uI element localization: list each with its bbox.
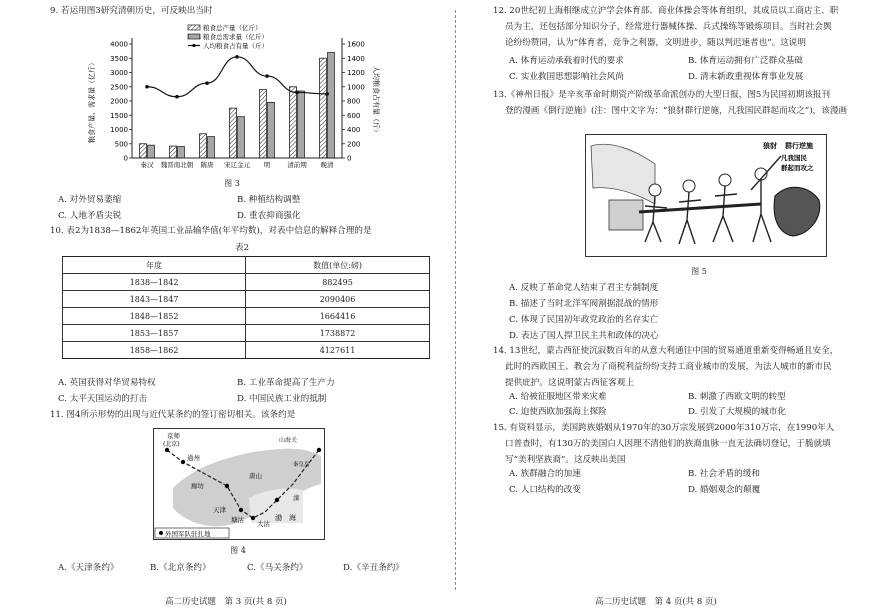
- bar-production: [170, 146, 177, 158]
- q12-option-d[interactable]: D. 清末新政重视体育事业发展: [688, 72, 804, 82]
- cartoon-text-2: 群行逆施: [785, 142, 813, 150]
- map-label-tangshan: 唐山: [249, 472, 262, 480]
- line-point: [265, 74, 269, 78]
- q14-option-b[interactable]: B. 刺激了西欧文明的转型: [688, 392, 786, 402]
- bar-demand: [298, 91, 305, 158]
- q12-option-c[interactable]: C. 实业救国思想影响社会风尚: [509, 72, 624, 82]
- bar-production: [290, 87, 297, 158]
- q12-stem-line-3: 论纷纷赞同，认为“体育者，竞争之利器，文明进步，随以判迟速者也”。这说明: [505, 38, 806, 48]
- bar-production: [230, 108, 237, 158]
- q13-stem-line-1: 13.《神州日报》是辛亥革命时期资产阶级革命派创办的大型日报，图5为民国初期该报刊: [493, 90, 831, 100]
- q12-option-a[interactable]: A. 体育运动承载着时代的要求: [509, 56, 624, 66]
- q11-option-b[interactable]: B.《北京条约》: [150, 563, 211, 573]
- q15-option-a[interactable]: A. 族群融合的加速: [509, 469, 581, 479]
- map-label-beijing: 京师: [167, 432, 180, 440]
- x-tick-label: 晚清: [320, 161, 334, 169]
- map-label-hai: 海: [289, 514, 296, 522]
- x-tick-label: 秦汉: [140, 161, 154, 169]
- map-label-qinhuangdao: 秦皇岛: [293, 462, 310, 468]
- x-tick-label: 明: [263, 161, 271, 169]
- legend-swatch-production: [188, 25, 200, 30]
- bar-demand: [208, 137, 215, 158]
- x-tick-label: 魏晋南北朝: [160, 161, 194, 169]
- y2-tick-label: 0: [347, 154, 352, 163]
- table-cell-value: 4127611: [246, 342, 430, 359]
- y2-tick-label: 400: [347, 126, 361, 134]
- line-point: [205, 81, 209, 85]
- y2-tick-label: 200: [347, 140, 361, 149]
- bar-production: [140, 144, 147, 158]
- line-point: [175, 95, 179, 99]
- table-cell-year: 1848—1852: [63, 308, 246, 325]
- q15-stem-line-3: 写“美利坚族裔”。这反映出美国: [505, 455, 626, 465]
- q9-option-c[interactable]: C. 人地矛盾尖锐: [58, 211, 122, 221]
- map-label-bohai: 渤: [275, 514, 282, 522]
- q12-stem-line-2: 员为主，还包括部分知识分子，经常进行器械体操、兵式操练等锻炼项目。当时社会舆: [505, 22, 832, 32]
- q12-stem-line-1: 12. 20世纪初上海相继成立沪学会体育部、商业体操会等体育组织，其成员以工商店主、职: [493, 6, 839, 16]
- cartoon-text-4: 群起而攻之: [781, 164, 814, 172]
- bar-demand: [268, 102, 275, 158]
- q13-option-c[interactable]: C. 体现了民国初年政党政治的名存实亡: [509, 315, 659, 325]
- y-tick-label: 2500: [110, 83, 128, 92]
- table-header-row: [63, 257, 430, 274]
- q11-option-c[interactable]: C.《马关条约》: [247, 563, 308, 573]
- table-row: [63, 291, 430, 308]
- table-cell-value: 882495: [246, 274, 430, 291]
- q14-stem-line-2: 此时的西欧国王、教会为了商税利益纷纷支持工商业城市的发展，为法人城市的新市民: [505, 362, 832, 372]
- page-footer-left: 高二历史试题 第 3 页(共 8 页): [165, 597, 287, 607]
- map-label-shanhaiguan: 山海关: [279, 437, 298, 444]
- q15-stem-line-2: 口普查时，有130万的美国白人因理不清他们的族裔血脉一直无法确切登记，于脆就填: [505, 439, 831, 449]
- y-tick-label: 2000: [110, 97, 128, 106]
- table-2: [62, 256, 430, 359]
- map-legend-label: 外国军队驻扎地: [165, 530, 211, 538]
- station-marker: [317, 448, 321, 452]
- right-page: [463, 0, 870, 615]
- q14-stem-line-1: 14. 13世纪，蒙古西征使沉寂数百年的从意大利通往中国的贸易通道重新变得畅通且安全，: [493, 346, 839, 356]
- line-point: [325, 92, 329, 96]
- q10-stem: 10. 表2为1838—1862年英国工业品输华值(年平均数)，对表中信息的解释合理的是: [50, 226, 372, 236]
- q10-option-d[interactable]: D. 中国民族工业的抵制: [237, 394, 327, 404]
- station-marker: [225, 484, 229, 488]
- bar-demand: [148, 145, 155, 158]
- figure-5-cartoon: [585, 134, 827, 257]
- station-marker: [251, 516, 255, 520]
- figure-4-map: [153, 428, 325, 540]
- y-tick-label: 1500: [110, 111, 128, 120]
- map-label-tanggu: 塘沽: [231, 516, 244, 524]
- y-tick-label: 500: [114, 140, 128, 149]
- station-marker: [239, 508, 243, 512]
- table-row: [63, 308, 430, 325]
- q15-option-b[interactable]: B. 社会矛盾的缓和: [688, 469, 760, 479]
- table-cell-value: 1664416: [246, 308, 430, 325]
- bar-demand: [238, 117, 245, 158]
- x-tick-label: 隋唐: [200, 161, 214, 169]
- map-label-luan: 滦: [293, 494, 300, 502]
- y2-tick-label: 1400: [347, 54, 365, 63]
- q9-option-d[interactable]: D. 重农抑商强化: [237, 211, 301, 221]
- y-tick-label: 3500: [110, 54, 128, 63]
- line-point: [145, 85, 149, 89]
- q15-option-c[interactable]: C. 人口结构的改变: [509, 485, 581, 495]
- q11-stem: 11. 图4所示形势的出现与近代某条约的签订密切相关。该条约是: [50, 410, 296, 420]
- q15-option-d[interactable]: D. 婚姻观念的颠覆: [688, 485, 761, 495]
- y-tick-label: 1000: [110, 126, 128, 134]
- cartoon-text-3: 凡我国民: [781, 154, 807, 162]
- table-header-year: 年度: [63, 257, 246, 274]
- legend-label-production: 粮食总产量（亿斤）: [203, 24, 262, 32]
- bar-demand: [328, 53, 335, 158]
- q15-stem-line-1: 15. 有资料显示，美国跨族婚姻从1970年的30万宗发展到2000年310万宗，在1990年人: [493, 423, 835, 433]
- q14-option-c[interactable]: C. 迫使西欧加强海上探险: [509, 407, 607, 417]
- map-label-dagu: 大沽: [257, 520, 270, 528]
- bar-production: [320, 58, 327, 158]
- q13-option-b[interactable]: B. 描述了当时北洋军阀割据混战的情形: [509, 299, 659, 309]
- q9-stem: 9. 若运用图3研究清朝历史，可反映出当时: [50, 6, 213, 16]
- figure-3-caption: 图 3: [224, 179, 240, 188]
- y2-tick-label: 1600: [347, 40, 365, 49]
- table-row: [63, 274, 430, 291]
- table-header-value: 数值(单位:磅): [246, 257, 430, 274]
- legend-swatch-demand: [188, 34, 200, 39]
- q14-option-d[interactable]: D. 引发了大规模的城市化: [688, 407, 786, 417]
- q10-option-a[interactable]: A. 英国获得对华贸易特权: [58, 378, 156, 388]
- q10-option-b[interactable]: B. 工业革命提高了生产力: [237, 378, 335, 388]
- page-divider: [455, 10, 457, 590]
- q11-option-a[interactable]: A.《天津条约》: [58, 563, 119, 573]
- station-marker: [275, 498, 279, 502]
- table-2-title: 表2: [234, 243, 250, 253]
- line-point: [295, 91, 299, 95]
- figure-3-chart: [80, 22, 380, 192]
- station-marker: [181, 460, 185, 464]
- page-footer-right: 高二历史试题 第 4 页(共 8 页): [595, 597, 717, 607]
- table-row: [63, 325, 430, 342]
- y-tick-label: 0: [123, 154, 128, 163]
- legend-label-line: 人均粮食占有量（斤）: [203, 42, 268, 50]
- cartoon-text-1: 狼豺: [763, 142, 777, 150]
- q14-option-a[interactable]: A. 给被征服地区带来灾难: [509, 392, 607, 402]
- y2-tick-label: 1000: [347, 83, 365, 92]
- table-cell-year: 1853—1857: [63, 325, 246, 342]
- q13-stem-line-2: 登的漫画《倒行逆施》(注：图中文字为：“狼豺群行逆施，凡我国民群起而攻之”)，该漫画: [505, 106, 848, 116]
- map-label-tianjin: 天津: [213, 506, 226, 514]
- figure-4-caption: 图 4: [230, 546, 246, 555]
- q12-option-b[interactable]: B. 体育运动拥有广泛群众基础: [688, 56, 803, 66]
- bar-production: [260, 90, 267, 158]
- table-cell-value: 1738872: [246, 325, 430, 342]
- q13-option-d[interactable]: D. 表达了国人捍卫民主共和政体的决心: [509, 331, 659, 341]
- line-point: [235, 55, 239, 59]
- legend-swatch-point: [192, 44, 195, 47]
- q11-option-d[interactable]: D.《辛丑条约》: [343, 563, 404, 573]
- x-tick-label: 清前期: [287, 161, 307, 169]
- y-axis-title: 粮食产量、需求量（亿斤）: [88, 59, 96, 143]
- table-cell-year: 1858—1862: [63, 342, 246, 359]
- table-cell-year: 1843—1847: [63, 291, 246, 308]
- q10-option-c[interactable]: C. 太平天国运动的打击: [58, 394, 148, 404]
- q9-option-b[interactable]: B. 种植结构调整: [237, 195, 301, 205]
- y-tick-label: 3000: [110, 69, 128, 77]
- y2-axis-title: 人均粮食占有量（斤）: [372, 66, 380, 136]
- y2-tick-label: 600: [347, 111, 361, 120]
- map-label-beijing-paren: (北京): [163, 441, 180, 448]
- table-cell-value: 2090406: [246, 291, 430, 308]
- map-label-tongzhou: 通州: [187, 454, 200, 462]
- y-tick-label: 4000: [110, 40, 128, 49]
- cartoon-throne: [609, 200, 643, 230]
- table-cell-year: 1838—1842: [63, 274, 246, 291]
- x-tick-label: 宋辽金元: [224, 161, 250, 169]
- y2-tick-label: 1200: [347, 69, 365, 77]
- legend-marker: [159, 531, 163, 535]
- legend-label-demand: 粮食总需求量（亿斤）: [203, 33, 268, 41]
- q13-option-a[interactable]: A. 反映了革命党人结束了君主专制制度: [509, 283, 659, 293]
- y2-tick-label: 800: [347, 97, 361, 106]
- figure-5-caption: 图 5: [691, 267, 707, 276]
- map-label-langfang: 廊坊: [191, 482, 204, 490]
- table-row: [63, 342, 430, 359]
- q14-stem-line-3: 提供庇护。这说明蒙古西征客观上: [505, 378, 634, 388]
- bar-production: [200, 134, 207, 158]
- station-marker: [165, 448, 169, 452]
- q9-option-a[interactable]: A. 对外贸易萎缩: [58, 195, 122, 205]
- bar-demand: [178, 147, 185, 158]
